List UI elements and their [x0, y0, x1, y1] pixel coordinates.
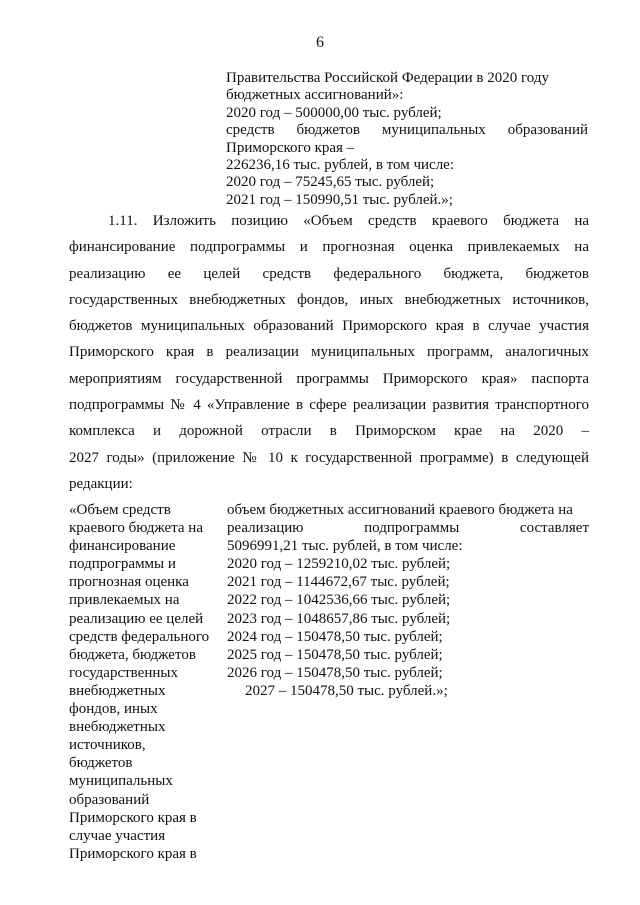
text-line: бюджетных ассигнований»: — [226, 87, 404, 104]
left-column-line: внебюджетных — [69, 719, 166, 736]
right-column-line: 2021 год – 1144672,67 тыс. рублей; — [227, 574, 450, 591]
text-line: средств бюджетов муниципальных образований — [226, 122, 588, 139]
left-column-line: реализацию ее целей — [69, 610, 204, 627]
left-column-line: «Объем средств — [69, 502, 171, 518]
table-right-column — [227, 501, 589, 700]
left-column-line: средств федерального — [69, 628, 210, 645]
paragraph-line: бюджетов муниципальных образований Приморского края в случае участия — [69, 318, 589, 335]
right-column-line: 2022 год – 1042536,66 тыс. рублей; — [227, 592, 451, 609]
left-column-line: внебюджетных — [69, 682, 166, 699]
left-column-line: подпрограммы и — [69, 556, 176, 573]
left-column-line: источников, — [69, 737, 146, 754]
paragraph-line: редакции: — [69, 475, 133, 492]
left-column-line: муниципальных — [69, 773, 173, 790]
left-column-line: государственных — [69, 664, 178, 681]
left-column-line: бюджета, бюджетов — [69, 646, 196, 663]
paragraph-line: подпрограммы № 4 «Управление в сфере реализации развития транспортного — [69, 397, 589, 414]
paragraph-line: реализацию ее целей средств федерального бюджета, бюджетов — [69, 265, 589, 282]
right-column-line: реализацию подпрограммы составляет — [227, 520, 589, 537]
paragraph-line: 1.11. Изложить позицию «Объем средств краевого бюджета на — [108, 213, 589, 229]
text-line: Приморского края – — [226, 139, 355, 156]
paragraph-line: комплекса и дорожной отрасли в Приморском крае на 2020 – — [69, 423, 589, 440]
right-column-line: 2027 – 150478,50 тыс. рублей.»; — [245, 682, 448, 699]
amendment-paragraph — [69, 208, 589, 497]
left-column-line: прогнозная оценка — [69, 574, 189, 591]
right-column-line: 2025 год – 150478,50 тыс. рублей; — [227, 646, 443, 663]
text-line: Правительства Российской Федерации в 2020 году — [226, 70, 549, 86]
paragraph-line: мероприятиям государственной программы Приморского края» паспорта — [69, 370, 589, 387]
right-column-line: 2026 год – 150478,50 тыс. рублей; — [227, 664, 443, 681]
page-number: 6 — [316, 34, 324, 51]
left-column-line: Приморского края в — [69, 809, 197, 826]
right-column-line: 2020 год – 1259210,02 тыс. рублей; — [227, 556, 451, 573]
right-column-line: 2023 год – 1048657,86 тыс. рублей; — [227, 610, 451, 627]
left-column-line: фондов, иных — [69, 701, 158, 718]
left-column-line: краевого бюджета на — [69, 520, 203, 537]
text-line: 2020 год – 75245,65 тыс. рублей; — [226, 174, 435, 191]
paragraph-line: государственных внебюджетных фондов, иных внебюджетных источников, — [69, 291, 589, 308]
text-line: 226236,16 тыс. рублей, в том числе: — [226, 157, 455, 174]
left-column-line: Приморского края в — [69, 845, 197, 862]
left-column-line: бюджетов — [69, 755, 133, 772]
paragraph-line: Приморского края в реализации муниципальных программ, аналогичных — [69, 344, 589, 361]
right-column-line: 2024 год – 150478,50 тыс. рублей; — [227, 628, 443, 645]
left-column-line: финансирование — [69, 538, 176, 555]
table-left-column — [69, 501, 219, 863]
right-column-line: объем бюджетных ассигнований краевого бюджета на — [227, 502, 573, 518]
left-column-line: случае участия — [69, 827, 166, 844]
left-column-line: образований — [69, 791, 150, 808]
text-line: 2020 год – 500000,00 тыс. рублей; — [226, 104, 442, 121]
text-line: 2021 год – 150990,51 тыс. рублей.»; — [226, 191, 453, 208]
paragraph-line: 2027 годы» (приложение № 10 к государственной программе) в следующей — [69, 449, 589, 466]
paragraph-line: финансирование подпрограммы и прогнозная оценка привлекаемых на — [69, 239, 589, 256]
right-column-line: 5096991,21 тыс. рублей, в том числе: — [227, 538, 463, 555]
top-text-block — [226, 70, 588, 209]
left-column-line: привлекаемых на — [69, 592, 180, 609]
